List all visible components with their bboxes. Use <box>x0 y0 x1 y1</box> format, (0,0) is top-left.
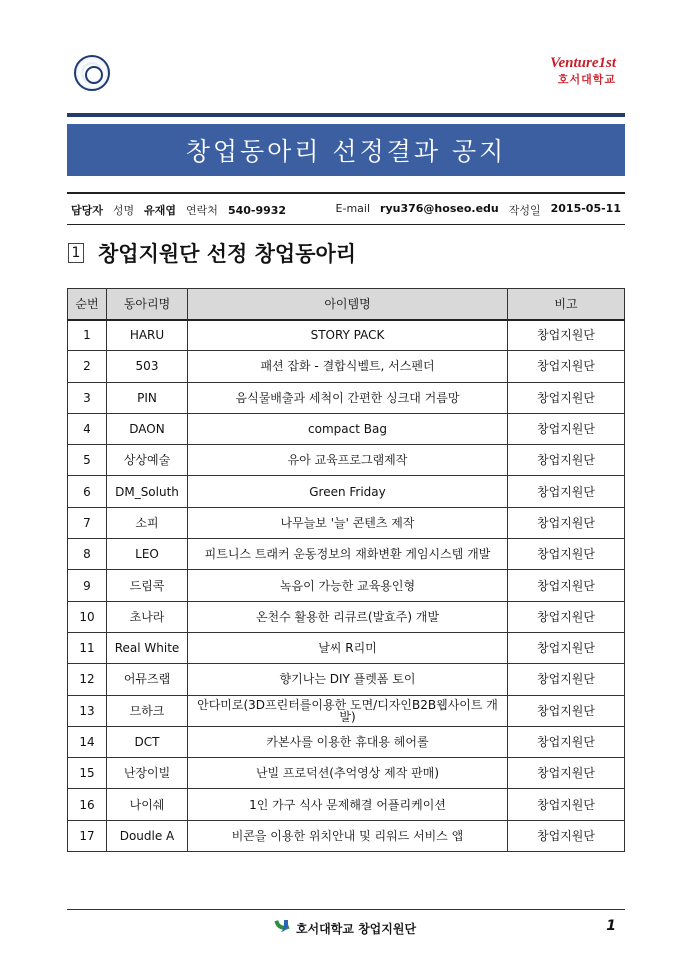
cell-note: 창업지원단 <box>508 507 625 538</box>
info-right-group <box>336 202 621 218</box>
manager-label: 담당자 <box>71 204 103 217</box>
cell-no: 12 <box>68 664 107 695</box>
cell-note: 창업지원단 <box>508 382 625 413</box>
cell-club: Real White <box>107 632 188 663</box>
startup-center-logo-icon <box>274 919 290 937</box>
cell-item: 피트니스 트래커 운동정보의 재화변환 게임시스템 개발 <box>188 539 508 570</box>
cell-note: 창업지원단 <box>508 445 625 476</box>
cell-club: 나이쉐 <box>107 789 188 820</box>
cell-item: 음식물배출과 세척이 간편한 싱크대 거름망 <box>188 382 508 413</box>
table-row <box>68 507 625 538</box>
table-row <box>68 413 625 444</box>
section-heading <box>68 238 356 268</box>
cell-no: 16 <box>68 789 107 820</box>
cell-note: 창업지원단 <box>508 758 625 789</box>
info-top-rule <box>67 192 625 194</box>
table-row <box>68 601 625 632</box>
info-line <box>71 202 621 218</box>
cell-club: DAON <box>107 413 188 444</box>
footer <box>0 916 690 940</box>
cell-no: 7 <box>68 507 107 538</box>
email-label: E-mail <box>335 202 371 215</box>
table-row <box>68 695 625 726</box>
table-row <box>68 664 625 695</box>
section-number: 1 <box>68 243 84 263</box>
cell-club: PIN <box>107 382 188 413</box>
cell-item: compact Bag <box>188 413 508 444</box>
table-row <box>68 820 625 851</box>
page-number: 1 <box>606 918 616 934</box>
cell-no: 2 <box>68 351 107 382</box>
date-label: 작성일 <box>508 204 541 217</box>
cell-note: 창업지원단 <box>508 476 625 507</box>
cell-item: 유아 교육프로그램제작 <box>188 445 508 476</box>
cell-no: 4 <box>68 413 107 444</box>
cell-no: 17 <box>68 820 107 851</box>
cell-note: 창업지원단 <box>508 539 625 570</box>
cell-item: 향기나는 DIY 플렛폼 토이 <box>188 664 508 695</box>
title-top-rule <box>67 113 625 117</box>
table-row <box>68 476 625 507</box>
table-row <box>68 351 625 382</box>
header-no: 순번 <box>68 289 107 320</box>
cell-club: 드림콕 <box>107 570 188 601</box>
table-row <box>68 382 625 413</box>
cell-note: 창업지원단 <box>508 820 625 851</box>
cell-item: 난빌 프로덕션(추억영상 제작 판매) <box>188 758 508 789</box>
cell-note: 창업지원단 <box>508 601 625 632</box>
cell-club: 상상예술 <box>107 445 188 476</box>
cell-no: 11 <box>68 632 107 663</box>
cell-club: Doudle A <box>107 820 188 851</box>
cell-no: 5 <box>68 445 107 476</box>
cell-item: 나무늘보 '늘' 콘텐츠 제작 <box>188 507 508 538</box>
contact-number: 540-9932 <box>227 203 287 217</box>
cell-no: 8 <box>68 539 107 570</box>
footer-org: 호서대학교 창업지원단 <box>295 921 417 936</box>
cell-club: 어뮤즈랩 <box>107 664 188 695</box>
cell-club: 므하크 <box>107 695 188 726</box>
cell-item: 안다미로(3D프린터를이용한 도면/디자인B2B웹사이트 개발) <box>188 695 508 726</box>
cell-no: 9 <box>68 570 107 601</box>
table-header-row <box>68 289 625 320</box>
cell-no: 10 <box>68 601 107 632</box>
cell-note: 창업지원단 <box>508 664 625 695</box>
table-row <box>68 570 625 601</box>
cell-club: 난장이빌 <box>107 758 188 789</box>
club-table <box>67 288 625 852</box>
table-row <box>68 758 625 789</box>
cell-no: 15 <box>68 758 107 789</box>
cell-club: DM_Soluth <box>107 476 188 507</box>
cell-item: 패션 잡화 - 결합식벨트, 서스펜더 <box>188 351 508 382</box>
cell-note: 창업지원단 <box>508 413 625 444</box>
manager-name: 유재엽 <box>144 204 177 217</box>
contact-label: 연락처 <box>186 204 218 217</box>
cell-item: 온천수 활용한 리큐르(발효주) 개발 <box>188 601 508 632</box>
cell-note: 창업지원단 <box>508 320 625 351</box>
cell-no: 3 <box>68 382 107 413</box>
table-row <box>68 320 625 351</box>
cell-club: LEO <box>107 539 188 570</box>
cell-no: 14 <box>68 726 107 757</box>
header-note: 비고 <box>508 289 625 320</box>
info-bottom-rule <box>67 224 625 225</box>
header-item: 아이템명 <box>188 289 508 320</box>
cell-item: 1인 가구 식사 문제해결 어플리케이션 <box>188 789 508 820</box>
cell-item: 녹음이 가능한 교육용인형 <box>188 570 508 601</box>
date-value: 2015-05-11 <box>550 202 621 215</box>
header-club: 동아리명 <box>107 289 188 320</box>
cell-note: 창업지원단 <box>508 695 625 726</box>
email-address[interactable]: ryu376@hoseo.edu <box>380 202 499 215</box>
cell-item: STORY PACK <box>188 320 508 351</box>
cell-item: 날씨 R리미 <box>188 632 508 663</box>
university-seal-logo <box>74 55 110 91</box>
title-banner <box>67 124 625 176</box>
cell-note: 창업지원단 <box>508 726 625 757</box>
venture-brand-logo <box>550 56 616 85</box>
cell-club: HARU <box>107 320 188 351</box>
cell-item: 비콘을 이용한 위치안내 및 리워드 서비스 앱 <box>188 820 508 851</box>
cell-club: DCT <box>107 726 188 757</box>
footer-rule <box>67 909 625 910</box>
cell-no: 1 <box>68 320 107 351</box>
table-row <box>68 789 625 820</box>
cell-note: 창업지원단 <box>508 789 625 820</box>
section-title: 창업지원단 선정 창업동아리 <box>98 242 357 266</box>
page-title: 창업동아리 선정결과 공지 <box>185 137 507 166</box>
cell-item: 카본사를 이용한 휴대용 헤어롤 <box>188 726 508 757</box>
name-label: 성명 <box>112 204 135 217</box>
brand-line-2: 호서대학교 <box>557 73 616 86</box>
table-row <box>68 539 625 570</box>
table-row <box>68 632 625 663</box>
brand-line-1: Venture1st <box>550 55 616 71</box>
table-row <box>68 726 625 757</box>
table-row <box>68 445 625 476</box>
cell-club: 소피 <box>107 507 188 538</box>
cell-note: 창업지원단 <box>508 351 625 382</box>
cell-no: 6 <box>68 476 107 507</box>
cell-club: 503 <box>107 351 188 382</box>
cell-no: 13 <box>68 695 107 726</box>
cell-club: 초나라 <box>107 601 188 632</box>
cell-note: 창업지원단 <box>508 570 625 601</box>
cell-note: 창업지원단 <box>508 632 625 663</box>
cell-item: Green Friday <box>188 476 508 507</box>
